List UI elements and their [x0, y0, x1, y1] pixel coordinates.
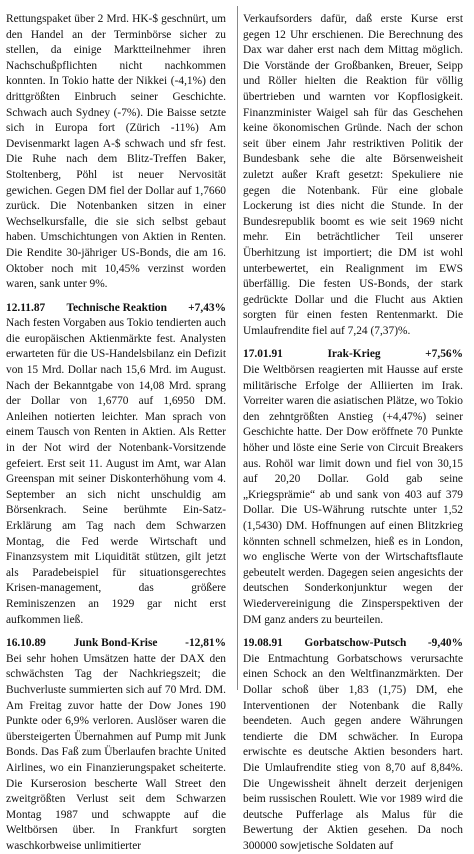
right-column	[243, 12, 463, 854]
section-percent: -12,81%	[185, 637, 226, 650]
section-title: Gorbatschow-Putsch	[304, 637, 407, 650]
section-heading-technische-reaktion	[6, 301, 226, 317]
section-date: 16.10.89	[6, 637, 46, 650]
section-title: Irak-Krieg	[327, 348, 381, 361]
section-body-junk-bond-krise: Bei sehr hohen Umsätzen hatte der DAX den schwächsten Tag der Nachkriegszeit; die Buchverluste summierten sich auf 70 Mrd. DM. Am Freitag zuvor hatte der Dow Jones 190 Punkte oder 6,9% verloren. Auslöser waren die übersteigerten Übernahmen auf Pump mit Junk Bonds. Das Faß zum Überlaufen brachte United Airlines, wo ein Finanzierungspaket scheiterte. Die Kurserosion bescherte Wall Street den zweitgrößten Verlust seit dem Schwarzen Montag 1987 und schwappte auf die Weltbörsen über. In Frankfurt sorgten waschkorbweise unlimitierter	[6, 652, 226, 852]
section-date: 12.11.87	[6, 301, 46, 314]
section-heading-junk-bond-krise	[6, 636, 226, 652]
left-column	[6, 12, 226, 854]
section-percent: +7,56%	[425, 348, 463, 361]
section-percent: +7,43%	[188, 301, 226, 314]
section-heading-irak-krieg	[243, 347, 463, 363]
section-heading-gorbatschow-putsch	[243, 636, 463, 652]
section-date: 17.01.91	[243, 348, 283, 361]
left-intro-paragraph: Rettungspaket über 2 Mrd. HK-$ geschnürt, um den Handel an der Terminbörse sicher zu stellen, da einige Marktteilnehmer ihren Nachschußpflichten nicht nachkommen konnten. In Tokio hatte der Nikkei (-4,1%) den drittgrößten Einbruch seiner Geschichte. Schwach auch Sydney (-7%). Die Baisse setzte sich in Europa fort (Zürich -11%) Am Devisenmarkt lagen A-$ schwach und sfr fest. Die Ruhe nach dem Blitz-Treffen Baker, Stoltenberg, Pöhl ist neuer Nervosität gewichen. Gegen DM fiel der Dollar auf 1,7660 zurück. Die Notenbanken sitzen in einer Wechselkursfalle, die sie sich selbst gebaut haben. Umschichtungen von Aktien in Renten. Die Rendite 30-jähriger US-Bonds, die am 16. Oktober noch mit 10,45% verzinst worden waren, sank unter 9%.	[6, 13, 226, 291]
section-date: 19.08.91	[243, 637, 283, 650]
section-percent: -9,40%	[427, 637, 463, 650]
section-title: Technische Reaktion	[66, 301, 167, 314]
column-divider	[237, 6, 238, 690]
right-intro-paragraph: Verkaufsorders dafür, daß erste Kurse erst gegen 12 Uhr erschienen. Die Berechnung des Dax war daher erst nach dem Mittag möglich. Die Vorstände der Großbanken, Breuer, Seipp und Röller hielten die Reaktion für völlig übertrieben und warnten vor Kopflosigkeit. Finanzminister Waigel sah für das Geschehen keine ökonomischen Gründe. Nach der schon seit über einem Jahr restriktiven Politik der Bundesbank sehe die alte Börsenweisheit zuletzt außer Kraft gesetzt: Spekuliere nie gegen die Notenbank. Für eine globale Lockerung ist dies nicht die Stunde. In der Bundesrepublik boomt es wie seit 1969 nicht mehr. Ein beträchtlicher Teil unserer Überhitzung ist importiert; die DM ist wohl unterbewertet, ein Realignment im EWS überfällig. Die festen US-Bonds, der stark gedrückte Dollar und die Flucht aus Aktien sorgten für einen festen Rentenmarkt. Die Umlaufrendite fiel auf 7,24 (7,37)%.	[243, 13, 463, 337]
section-body-technische-reaktion: Nach festen Vorgaben aus Tokio tendierten auch die europäischen Aktienmärkte fest. Analysten erwarteten für die US-Handelsbilanz ein Defizit von 15 Mrd. Dollar nach 15,6 Mrd. im August. Nach der Bekanntgabe von 14,08 Mrd. sprang der Dollar von 1,6770 auf 1,6950 DM. Anleihen notierten leichter. Man sprach von einem Tausch von Renten in Aktien. Als Retter in der Not wird der Notenbank-Vorsitzende gefeiert. Erst seit 11. August im Amt, war Alan Greenspan mit seiner Diskonterhöhung vom 4. September an sich nicht unschuldig am Börsenkrach. Seine berühmte Ein-Satz-Erklärung am Tag nach dem Schwarzen Montag, die Fed werde Wirtschaft und Finanzsystem mit Liquidität stützen, gilt jetzt als Paradebeispiel für situationsgerechtes Krisen-management, das größere Reminiszenzen an 1929 gar nicht erst aufkommen ließ.	[6, 317, 226, 626]
section-body-gorbatschow-putsch: Die Entmachtung Gorbatschows verursachte einen Schock an den Weltfinanzmärkten. Der Dollar schoß über 1,83 (1,75) DM, ehe Interventionen der Notenbank die Rally beendeten. Auch gegen andere Währungen tendierte die DM schwächer. In Europa erwischte es deutsche Aktien besonders hart. Die Umlaufrendite stieg von 8,70 auf 8,84%. Die Ungewissheit ähnelt derzeit derjenigen beim russischen Roulett. Wie vor 1989 wird die deutsche Pufferlage als Malus für die Bewertung der Aktien gesehen. Da noch 300000 sowjetische Soldaten auf	[243, 652, 463, 852]
section-title: Junk Bond-Krise	[73, 637, 158, 650]
section-body-irak-krieg: Die Weltbörsen reagierten mit Hausse auf erste militärische Erfolge der Alliierten im Irak. Vorreiter waren die asiatischen Plätze, wo Tokio den zehntgrößten Anstieg (+4,47%) seiner Geschichte hatte. Der Dow eröffnete 70 Punkte höher und löste eine Serie von Circuit Breakers aus. Rohöl war limit down und fiel von 30,15 auf 20,20 Dollar. Gold gab seine „Kriegsprämie“ ab und sank von 403 auf 379 Dollar. Die US-Währung rutschte unter 1,52 (1,5430) DM. Hoffnungen auf einen Blitzkrieg könnten schnell schmelzen, hieß es in London, wo englische Werte von der Wirtschaftsflaute gebeutelt werden. Dagegen seien angesichts der deutschen Sonderkonjunktur wegen der Wiedervereinigung die Zinsperspektiven der DM ganz anders zu beurteilen.	[243, 364, 463, 626]
